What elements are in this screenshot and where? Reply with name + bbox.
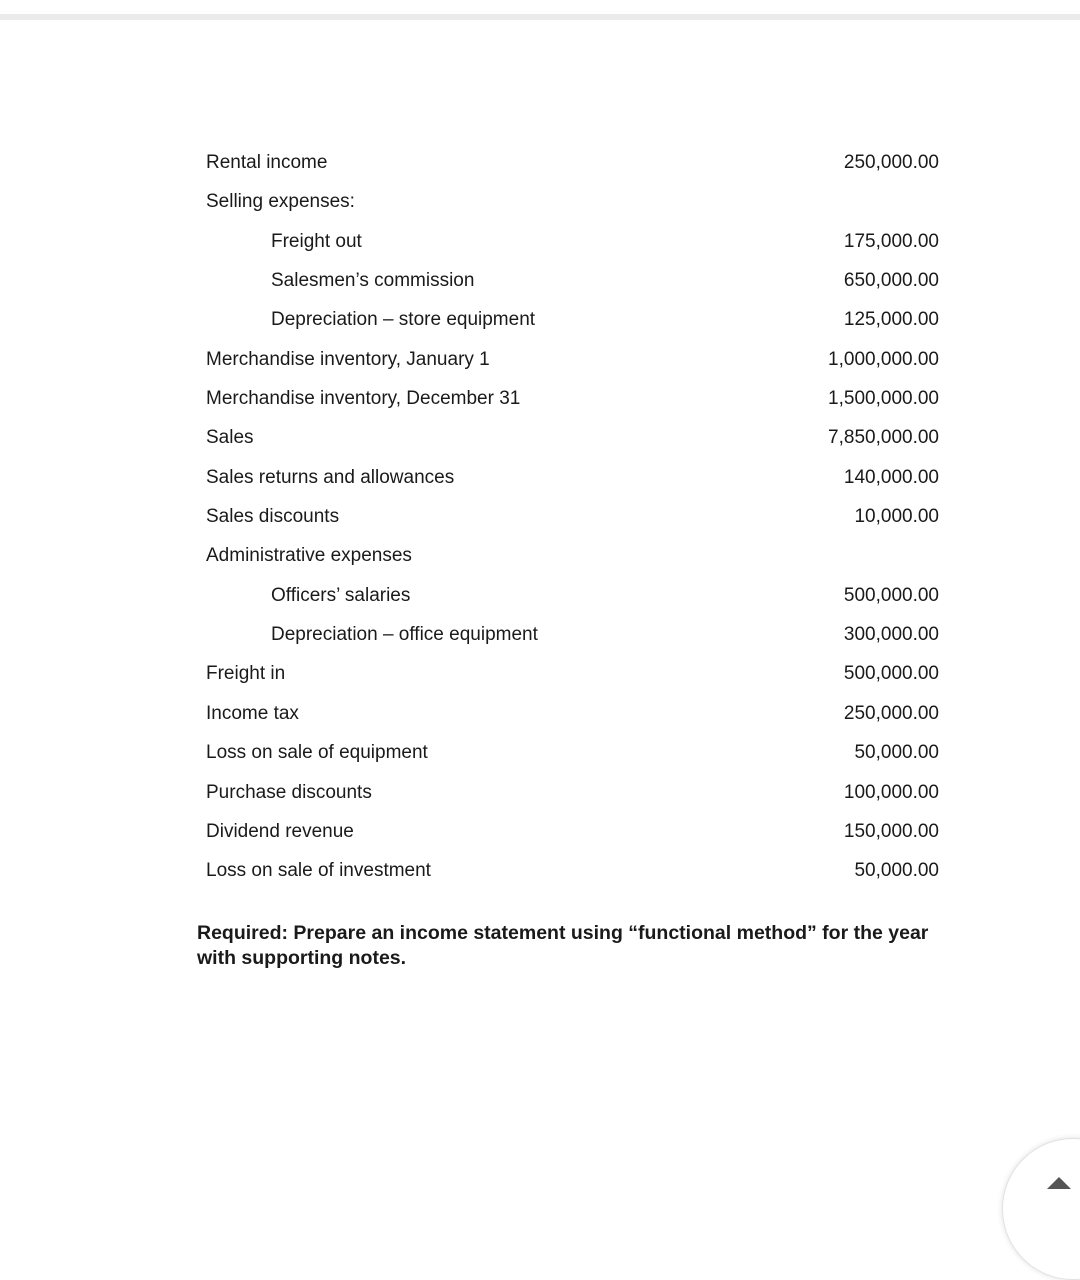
item-label: Income tax (206, 702, 299, 724)
item-amount: 7,850,000.00 (828, 427, 939, 449)
item-amount: 300,000.00 (843, 624, 939, 646)
item-label: Depreciation – office equipment (271, 624, 538, 646)
item-label: Freight out (271, 230, 362, 252)
list-item (206, 182, 939, 221)
item-label: Sales discounts (206, 506, 340, 528)
item-amount: 175,000.00 (843, 230, 939, 252)
item-amount: 150,000.00 (843, 820, 939, 842)
item-label: Officers’ salaries (271, 584, 411, 606)
list-item (206, 851, 939, 890)
list-item (206, 458, 939, 497)
list-item (206, 615, 939, 654)
list-item (206, 812, 939, 851)
item-amount: 140,000.00 (843, 466, 939, 488)
list-item (206, 576, 939, 615)
item-label: Depreciation – store equipment (271, 309, 536, 331)
list-item (206, 497, 939, 536)
list-item (206, 773, 939, 812)
item-amount: 10,000.00 (854, 506, 939, 528)
list-item (206, 733, 939, 772)
item-label: Loss on sale of investment (206, 860, 431, 882)
item-label: Merchandise inventory, December 31 (206, 388, 521, 410)
item-label: Sales returns and allowances (206, 466, 455, 488)
item-label: Administrative expenses (206, 545, 412, 567)
item-amount: 100,000.00 (843, 781, 939, 803)
chevron-up-icon (1047, 1177, 1071, 1189)
item-amount: 500,000.00 (843, 584, 939, 606)
list-item (206, 694, 939, 733)
item-label: Salesmen’s commission (271, 270, 475, 292)
scroll-to-top-button[interactable] (1002, 1138, 1080, 1280)
list-item (206, 536, 939, 575)
item-amount: 250,000.00 (843, 702, 939, 724)
item-label: Sales (206, 427, 254, 449)
list-item (206, 340, 939, 379)
item-amount: 250,000.00 (843, 152, 939, 173)
item-amount: 1,500,000.00 (828, 388, 939, 410)
item-label: Rental income (206, 152, 328, 173)
item-amount: 50,000.00 (854, 860, 939, 882)
item-label: Selling expenses: (206, 191, 355, 213)
item-amount: 650,000.00 (843, 270, 939, 292)
item-label: Loss on sale of equipment (206, 742, 428, 764)
top-divider (0, 14, 1080, 20)
list-item (206, 222, 939, 261)
list-item (206, 143, 939, 182)
item-label: Freight in (206, 663, 286, 685)
item-amount: 50,000.00 (854, 742, 939, 764)
list-item (206, 379, 939, 418)
item-amount: 500,000.00 (843, 663, 939, 685)
list-item (206, 654, 939, 693)
list-item (206, 418, 939, 457)
item-label: Purchase discounts (206, 781, 372, 803)
item-label: Merchandise inventory, January 1 (206, 348, 490, 370)
list-item (206, 261, 939, 300)
item-amount: 1,000,000.00 (828, 348, 939, 370)
account-list (206, 143, 939, 891)
required-instruction: Required: Prepare an income statement using “functional method” for the year with supporting notes. (197, 922, 929, 969)
list-item (206, 300, 939, 339)
item-label: Dividend revenue (206, 820, 354, 842)
item-amount: 125,000.00 (843, 309, 939, 331)
